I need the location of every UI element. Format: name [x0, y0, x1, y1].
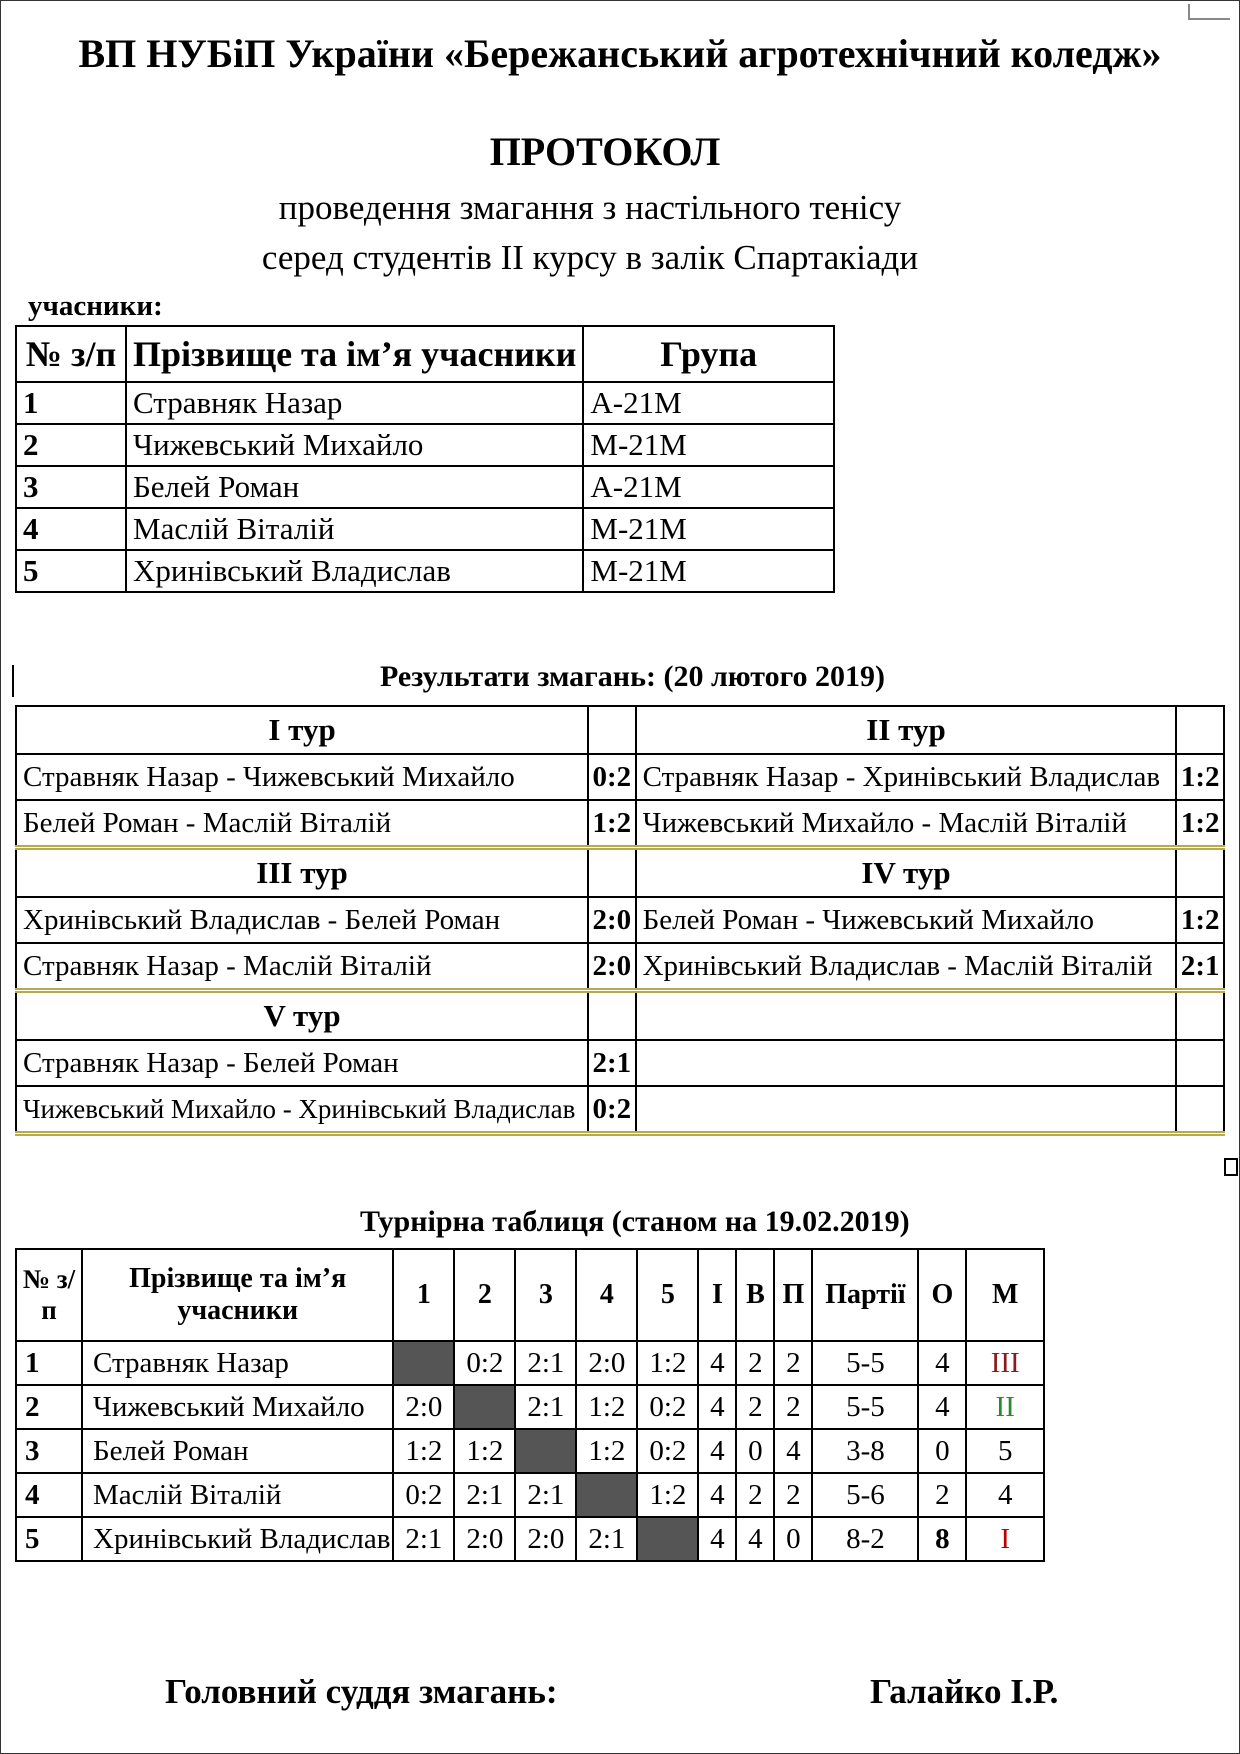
match-pairing: Чижевський Михайло - Маслій Віталій [636, 800, 1177, 848]
col-place: М [966, 1249, 1044, 1341]
tour-header-row [16, 706, 1224, 754]
result-cell: 0:2 [393, 1473, 454, 1517]
match-row [16, 943, 1224, 991]
institution-text: ВП НУБіП України «Бережанський агротехнічний коледж» [78, 31, 1162, 76]
col-opponent-3: 3 [515, 1249, 576, 1341]
match-pairing: Стравняк Назар - Белей Роман [16, 1040, 588, 1086]
result-cell: 2:1 [515, 1385, 576, 1429]
result-cell: 2:0 [454, 1517, 515, 1561]
match-row [16, 1040, 1224, 1086]
match-pairing: Белей Роман - Чижевський Михайло [636, 897, 1177, 943]
participant-name: Стравняк Назар [82, 1341, 393, 1385]
result-cell: 0:2 [637, 1385, 698, 1429]
match-score: 1:2 [1176, 754, 1224, 800]
match-row [16, 754, 1224, 800]
judge-name: Галайко І.Р. [870, 1672, 1059, 1711]
games-cell: 4 [698, 1517, 736, 1561]
participant-group: А-21М [583, 382, 834, 424]
table-row [16, 1385, 1044, 1429]
participant-group: А-21М [583, 466, 834, 508]
tour-3-label: ІІІ тур [16, 848, 588, 898]
place-cell: 5 [966, 1429, 1044, 1473]
match-score: 2:0 [588, 943, 636, 991]
match-score: 0:2 [588, 1086, 636, 1134]
sets-cell: 5-5 [812, 1341, 918, 1385]
col-points: О [918, 1249, 966, 1341]
sets-cell: 3-8 [812, 1429, 918, 1473]
document-title: ПРОТОКОЛ [489, 129, 721, 174]
result-cell: 1:2 [454, 1429, 515, 1473]
games-cell: 4 [698, 1341, 736, 1385]
losses-cell: 2 [774, 1341, 812, 1385]
table-row [16, 1473, 1044, 1517]
empty-cell [636, 1040, 1177, 1086]
wins-cell: 2 [736, 1341, 774, 1385]
match-pairing: Белей Роман - Маслій Віталій [16, 800, 588, 848]
participant-name: Чижевський Михайло [82, 1385, 393, 1429]
participant-name: Стравняк Назар [126, 382, 583, 424]
col-games: І [698, 1249, 736, 1341]
result-cell: 2:1 [576, 1517, 637, 1561]
place-cell: III [966, 1341, 1044, 1385]
col-opponent-1: 1 [393, 1249, 454, 1341]
result-cell: 0:2 [637, 1429, 698, 1473]
match-pairing: Хринівський Владислав - Белей Роман [16, 897, 588, 943]
participant-name: Белей Роман [126, 466, 583, 508]
match-pairing: Стравняк Назар - Хринівський Владислав [636, 754, 1177, 800]
participant-name: Хринівський Владислав [82, 1517, 393, 1561]
match-score: 1:2 [588, 800, 636, 848]
row-number: 1 [16, 382, 126, 424]
result-cell: 2:0 [515, 1517, 576, 1561]
table-row [16, 1341, 1044, 1385]
place-cell: I [966, 1517, 1044, 1561]
participant-name: Маслій Віталій [82, 1473, 393, 1517]
losses-cell: 2 [774, 1385, 812, 1429]
participant-name: Хринівський Владислав [126, 550, 583, 592]
table-row [16, 1429, 1044, 1473]
result-cell: 1:2 [576, 1429, 637, 1473]
table-row [16, 508, 834, 550]
tour-header-row [16, 848, 1224, 898]
self-cell [393, 1341, 454, 1385]
result-cell: 2:1 [515, 1473, 576, 1517]
match-score: 0:2 [588, 754, 636, 800]
standings-table [15, 1248, 1045, 1562]
results-table [15, 705, 1225, 1136]
points-cell: 2 [918, 1473, 966, 1517]
judge-label: Головний суддя змагань: [165, 1672, 558, 1711]
subtitle-line-1: проведення змагання з настільного тенісу [278, 188, 902, 227]
empty-cell [636, 1086, 1177, 1134]
tour-3-score-header [588, 848, 636, 898]
col-opponent-2: 2 [454, 1249, 515, 1341]
losses-cell: 0 [774, 1517, 812, 1561]
match-pairing: Стравняк Назар - Чижевський Михайло [16, 754, 588, 800]
match-row [16, 1086, 1224, 1134]
col-opponent-5: 5 [637, 1249, 698, 1341]
participants-label: учасники: [28, 290, 163, 322]
match-score: 2:1 [588, 1040, 636, 1086]
self-cell [515, 1429, 576, 1473]
participant-name: Белей Роман [82, 1429, 393, 1473]
result-cell: 1:2 [637, 1473, 698, 1517]
col-group: Група [583, 326, 834, 382]
match-row [16, 800, 1224, 848]
result-cell: 2:1 [454, 1473, 515, 1517]
losses-cell: 4 [774, 1429, 812, 1473]
empty-cell [1176, 991, 1224, 1041]
participant-name: Маслій Віталій [126, 508, 583, 550]
col-number: № з/п [16, 326, 126, 382]
match-score: 1:2 [1176, 800, 1224, 848]
col-name: Прізвище та ім’я учасники [126, 326, 583, 382]
tour-4-label: IV тур [636, 848, 1177, 898]
margin-corner-box [1224, 1158, 1238, 1176]
match-score: 2:1 [1176, 943, 1224, 991]
table-row [16, 550, 834, 592]
games-cell: 4 [698, 1385, 736, 1429]
empty-cell [1176, 1040, 1224, 1086]
standings-title: Турнірна таблиця (станом на 19.02.2019) [360, 1205, 910, 1238]
result-cell: 2:0 [576, 1341, 637, 1385]
points-cell: 4 [918, 1385, 966, 1429]
table-row [16, 1517, 1044, 1561]
col-sets: Партії [812, 1249, 918, 1341]
margin-corner-mark [1188, 4, 1230, 20]
institution-title [0, 30, 1240, 77]
tour-4-score-header [1176, 848, 1224, 898]
subtitle-line-2: серед студентів ІІ курсу в залік Спартакіади [261, 238, 919, 277]
participant-group: М-21М [583, 508, 834, 550]
tour-5-score-header [588, 991, 636, 1041]
losses-cell: 2 [774, 1473, 812, 1517]
row-number: 4 [16, 1473, 82, 1517]
col-losses: П [774, 1249, 812, 1341]
tour-header-row [16, 991, 1224, 1041]
result-cell: 2:1 [515, 1341, 576, 1385]
match-pairing: Стравняк Назар - Маслій Віталій [16, 943, 588, 991]
participant-group: М-21М [583, 550, 834, 592]
tour-1-score-header [588, 706, 636, 754]
place-cell: 4 [966, 1473, 1044, 1517]
participants-table [15, 325, 835, 593]
row-number: 4 [16, 508, 126, 550]
tour-1-label: І тур [16, 706, 588, 754]
result-cell: 2:0 [393, 1385, 454, 1429]
col-number: № з/п [16, 1249, 82, 1341]
col-name: Прізвище та ім’я учасники [82, 1249, 393, 1341]
participants-header-row [16, 326, 834, 382]
wins-cell: 2 [736, 1473, 774, 1517]
results-title: Результати змагань: (20 лютого 2019) [380, 660, 886, 693]
empty-cell [1176, 1086, 1224, 1134]
wins-cell: 4 [736, 1517, 774, 1561]
points-cell: 0 [918, 1429, 966, 1473]
place-cell: II [966, 1385, 1044, 1429]
col-opponent-4: 4 [576, 1249, 637, 1341]
row-number: 2 [16, 424, 126, 466]
sets-cell: 5-6 [812, 1473, 918, 1517]
result-cell: 2:1 [393, 1517, 454, 1561]
row-number: 3 [16, 466, 126, 508]
match-pairing: Хринівський Владислав - Маслій Віталій [636, 943, 1177, 991]
self-cell [637, 1517, 698, 1561]
games-cell: 4 [698, 1429, 736, 1473]
result-cell: 1:2 [637, 1341, 698, 1385]
table-row [16, 424, 834, 466]
standings-header-row [16, 1249, 1044, 1341]
participant-group: М-21М [583, 424, 834, 466]
self-cell [576, 1473, 637, 1517]
match-row [16, 897, 1224, 943]
table-row [16, 382, 834, 424]
row-number: 3 [16, 1429, 82, 1473]
sets-cell: 5-5 [812, 1385, 918, 1429]
wins-cell: 2 [736, 1385, 774, 1429]
row-number: 2 [16, 1385, 82, 1429]
result-cell: 1:2 [393, 1429, 454, 1473]
wins-cell: 0 [736, 1429, 774, 1473]
match-score: 2:0 [588, 897, 636, 943]
row-number: 1 [16, 1341, 82, 1385]
sets-cell: 8-2 [812, 1517, 918, 1561]
match-score: 1:2 [1176, 897, 1224, 943]
row-number: 5 [16, 1517, 82, 1561]
empty-cell [636, 991, 1177, 1041]
result-cell: 1:2 [576, 1385, 637, 1429]
col-wins: В [736, 1249, 774, 1341]
tour-2-score-header [1176, 706, 1224, 754]
row-number: 5 [16, 550, 126, 592]
table-row [16, 466, 834, 508]
points-cell: 8 [918, 1517, 966, 1561]
games-cell: 4 [698, 1473, 736, 1517]
participant-name: Чижевський Михайло [126, 424, 583, 466]
tour-2-label: ІІ тур [636, 706, 1177, 754]
result-cell: 0:2 [454, 1341, 515, 1385]
tour-5-label: V тур [16, 991, 588, 1041]
points-cell: 4 [918, 1341, 966, 1385]
match-pairing: Чижевський Михайло - Хринівський Владислав [16, 1086, 588, 1134]
margin-bracket-mark [4, 665, 14, 697]
self-cell [454, 1385, 515, 1429]
